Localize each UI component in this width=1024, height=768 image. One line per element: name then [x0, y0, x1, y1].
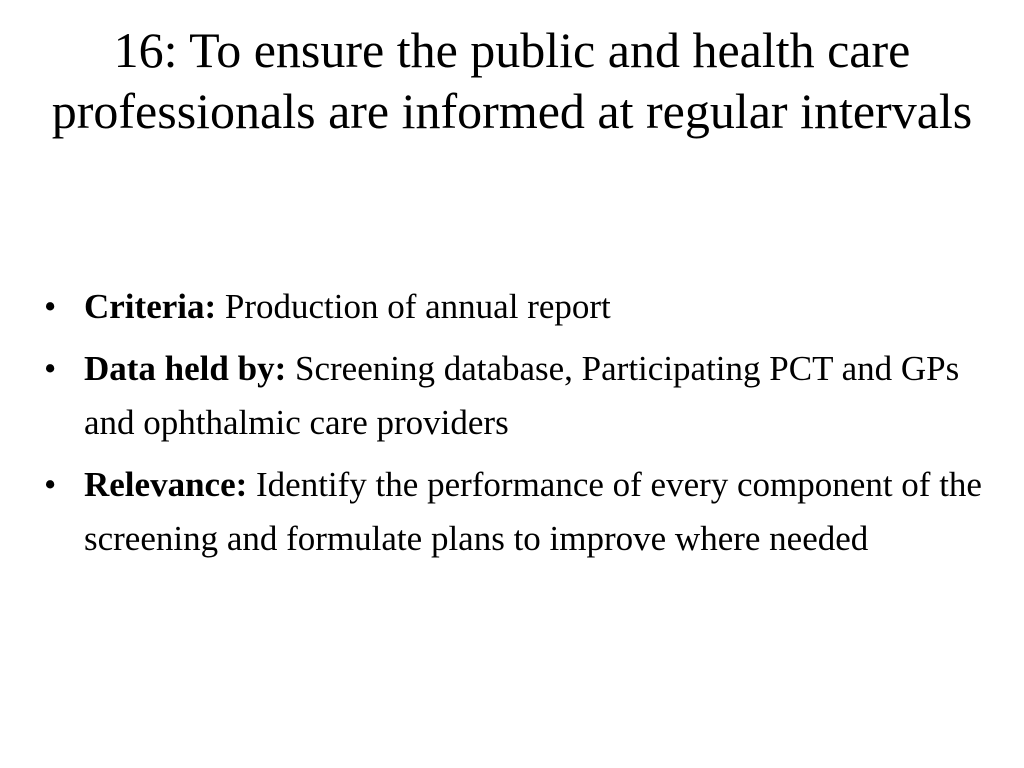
bullet-term: Criteria: — [84, 287, 217, 326]
bullet-text: Identify the performance of every component of the screening and formulate plans to improve where needed — [84, 465, 982, 558]
bullet-list — [44, 280, 984, 574]
bullet-item-relevance — [44, 458, 984, 566]
bullet-marker: • — [44, 349, 57, 388]
bullet-marker: • — [44, 465, 57, 504]
bullet-term: Data held by: — [84, 349, 287, 388]
bullet-marker: • — [44, 287, 57, 326]
bullet-item-data-held-by — [44, 342, 984, 450]
bullet-text: Production of annual report — [224, 287, 611, 326]
slide-title: 16: To ensure the public and health care professionals are informed at regular intervals — [51, 22, 973, 139]
bullet-term: Relevance: — [84, 465, 248, 504]
bullet-item-criteria — [44, 280, 984, 334]
bullet-text: Screening database, Participating PCT and GPs and ophthalmic care providers — [84, 349, 960, 442]
